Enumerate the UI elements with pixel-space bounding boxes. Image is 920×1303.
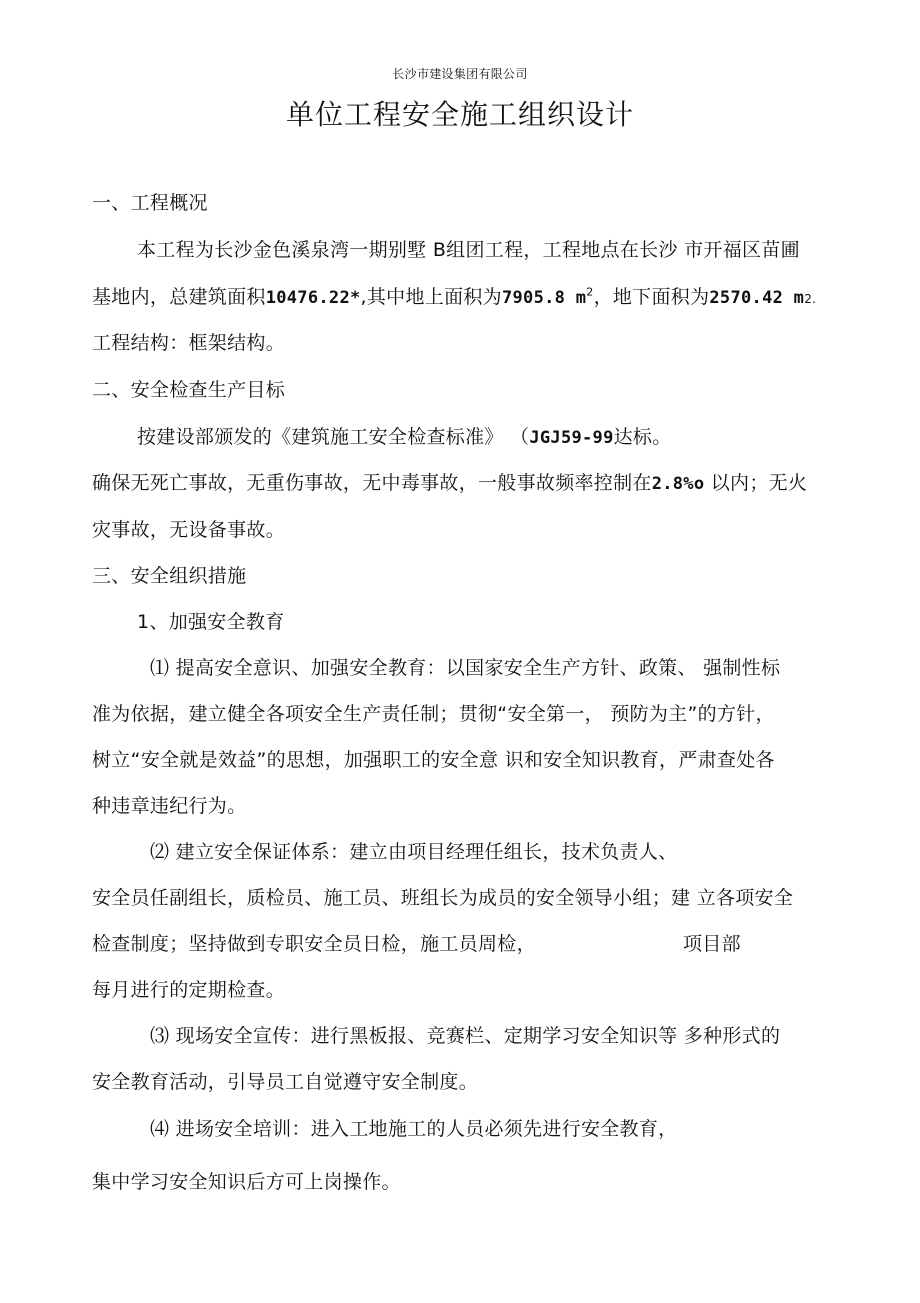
- s2-text-a: 按建设部颁发的《建筑施工安全检查标准》 （: [137, 426, 530, 448]
- item-1-line-3: 树立“安全就是效益”的思想，加强职工的安全意 识和安全知识教育，严肃查处各: [92, 749, 775, 771]
- s1-text-b: ,其中地上面积为: [360, 286, 502, 308]
- s2-line-2: [92, 471, 807, 496]
- underground-area-value: 2570.42 m: [709, 288, 805, 308]
- section-1-heading: 一、工程概况: [92, 192, 208, 214]
- item-3-line-1: ⑶ 现场安全宣传：进行黑板报、竞赛栏、定期学习安全知识等 多种形式的: [150, 1025, 781, 1047]
- item-1-line-1: ⑴ 提高安全意识、加强安全教育：以国家安全生产方针、政策、 强制性标: [150, 657, 781, 679]
- s1-paragraph-line-2: [92, 285, 816, 311]
- accident-rate-value: 2.8%o: [651, 474, 705, 494]
- section-2-heading: 二、安全检查生产目标: [92, 379, 286, 401]
- item-4-line-1: ⑷ 进场安全培训：进入工地施工的人员必须先进行安全教育，: [150, 1118, 678, 1140]
- s2-line-1: [137, 425, 672, 450]
- total-area-value: 10476.22*: [265, 288, 361, 308]
- item-2-line-1: ⑵ 建立安全保证体系：建立由项目经理任组长，技术负责人、: [150, 841, 678, 863]
- item-2-line-2: 安全员任副组长，质检员、施工员、班组长为成员的安全领导小组；建 立各项安全: [92, 887, 794, 909]
- item-2-line-4: 每月进行的定期检查。: [92, 979, 286, 1001]
- s1-text-c: ，地下面积为: [593, 286, 710, 308]
- item-4-line-2: 集中学习安全知识后方可上岗操作。: [92, 1171, 401, 1193]
- above-ground-area-value: 7905.8 m: [501, 288, 587, 308]
- item-1-line-2: 准为依据，建立健全各项安全生产责任制；贯彻“安全第一， 预防为主”的方针，: [92, 703, 775, 725]
- s1-text-a: 基地内，总建筑面积: [92, 286, 266, 308]
- s2-text-d: 以内；无火: [704, 472, 808, 494]
- s1-paragraph-line-3: 工程结构：框架结构。: [92, 332, 286, 354]
- s1-paragraph-line-1: 本工程为长沙金色溪泉湾一期别墅 B组团工程，工程地点在长沙 市开福区苗圃: [137, 239, 800, 261]
- s2-text-b: 达标。: [613, 426, 672, 448]
- unit-suffix: 2.: [804, 292, 817, 306]
- section-3-heading: 三、安全组织措施: [92, 565, 247, 587]
- s2-text-c: 确保无死亡事故，无重伤事故，无中毒事故，一般事故频率控制在: [92, 472, 652, 494]
- standard-code: JGJ59-99: [529, 428, 614, 448]
- item-3-line-2: 安全教育活动，引导员工自觉遵守安全制度。: [92, 1071, 479, 1093]
- superscript-2: 2: [586, 285, 594, 299]
- item-2-line-3a: 检查制度；坚持做到专职安全员日检，施工员周检，: [92, 933, 536, 955]
- s2-line-3: 灾事故，无设备事故。: [92, 519, 286, 541]
- item-1-line-4: 种违章违纪行为。: [92, 795, 247, 817]
- company-header: 长沙市建设集团有限公司: [392, 67, 528, 81]
- item-2-line-3b: 项目部: [683, 933, 741, 955]
- subsection-1-heading: 1、加强安全教育: [137, 611, 285, 633]
- document-title: 单位工程安全施工组织设计: [285, 98, 634, 131]
